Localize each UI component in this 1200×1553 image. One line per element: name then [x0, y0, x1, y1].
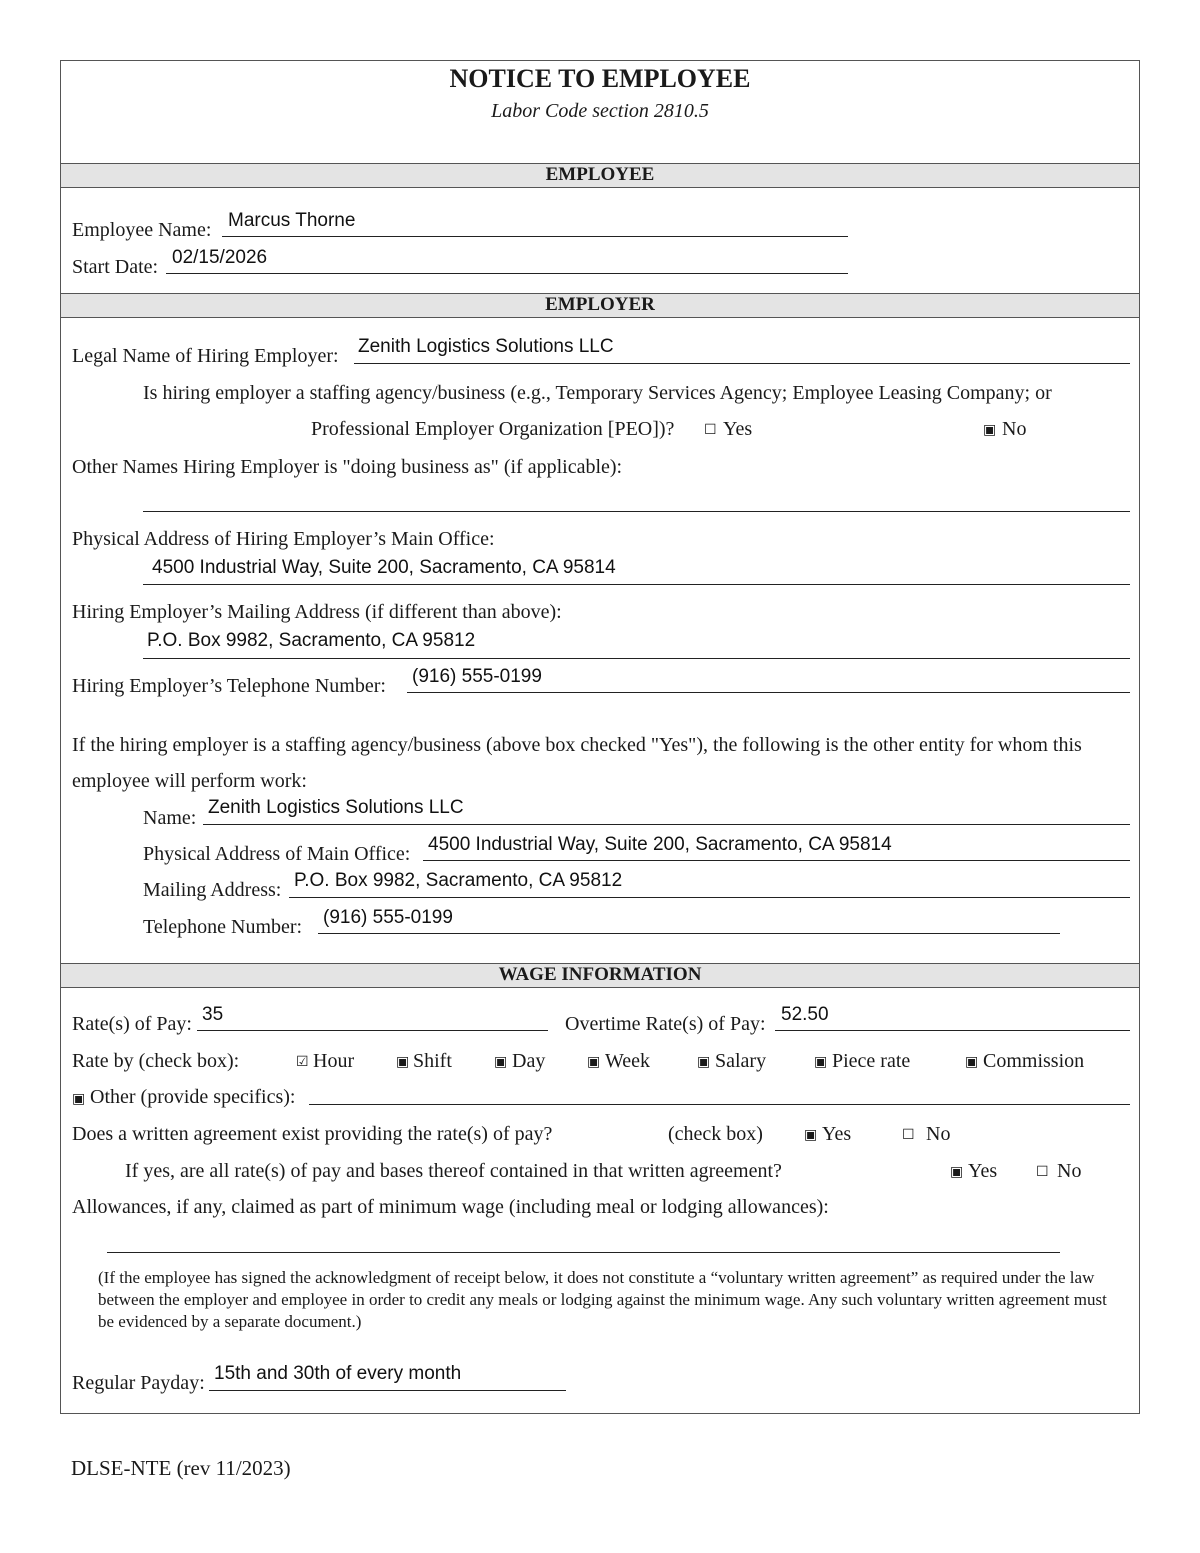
start-date-label: Start Date:: [72, 256, 159, 278]
physical-address-line: [143, 584, 1130, 585]
salary-label: Salary: [715, 1050, 767, 1072]
employee-name-field[interactable]: Marcus Thorne: [228, 210, 356, 231]
staffing-question-line1: Is hiring employer a staffing agency/business (e.g., Temporary Services Agency; Employee Leasing Company; or: [143, 382, 1052, 404]
other-entity-text-2: employee will perform work:: [72, 770, 307, 792]
start-date-field[interactable]: 02/15/2026: [172, 247, 268, 268]
other-checkbox[interactable]: ▣: [72, 1091, 86, 1107]
employee-name-line: [222, 236, 848, 237]
piece-rate-checkbox[interactable]: ▣: [814, 1054, 828, 1070]
hour-label: Hour: [313, 1050, 355, 1072]
rate-of-pay-label: Rate(s) of Pay:: [72, 1013, 192, 1035]
other-specifics-line[interactable]: [309, 1104, 1130, 1105]
day-checkbox[interactable]: ▣: [494, 1054, 508, 1070]
other-mailing-line: [289, 897, 1130, 898]
overtime-rate-label: Overtime Rate(s) of Pay:: [565, 1013, 766, 1035]
employer-phone-line: [407, 692, 1130, 693]
all-rates-yes-label: Yes: [968, 1160, 998, 1182]
legal-name-field[interactable]: Zenith Logistics Solutions LLC: [358, 336, 614, 357]
section-employee: EMPLOYEE: [61, 163, 1139, 188]
agreement-yes-label: Yes: [822, 1123, 852, 1145]
regular-payday-line: [209, 1390, 566, 1391]
staffing-yes-label: Yes: [723, 418, 753, 440]
overtime-rate-line: [775, 1030, 1130, 1031]
rate-by-label: Rate by (check box):: [72, 1050, 240, 1072]
shift-label: Shift: [413, 1050, 452, 1072]
agreement-yes-checkbox[interactable]: ▣: [804, 1127, 818, 1143]
dba-label: Other Names Hiring Employer is "doing business as" (if applicable):: [72, 456, 623, 478]
overtime-rate-field[interactable]: 52.50: [781, 1004, 829, 1025]
other-physical-field[interactable]: 4500 Industrial Way, Suite 200, Sacramento, CA 95814: [428, 834, 892, 855]
other-name-label: Name:: [143, 807, 197, 829]
mailing-address-field[interactable]: P.O. Box 9982, Sacramento, CA 95812: [147, 630, 476, 651]
form-id: DLSE-NTE (rev 11/2023): [71, 1456, 291, 1480]
form-subtitle: Labor Code section 2810.5: [491, 100, 709, 122]
employer-phone-label: Hiring Employer’s Telephone Number:: [72, 675, 386, 697]
all-rates-yes-checkbox[interactable]: ▣: [950, 1164, 964, 1180]
section-employer: EMPLOYER: [61, 293, 1139, 318]
hour-checkbox[interactable]: ☑: [296, 1054, 309, 1070]
salary-checkbox[interactable]: ▣: [697, 1054, 711, 1070]
all-rates-no-checkbox[interactable]: ☐: [1036, 1164, 1049, 1180]
staffing-no-label: No: [1002, 418, 1027, 440]
legal-name-line: [354, 363, 1130, 364]
physical-address-field[interactable]: 4500 Industrial Way, Suite 200, Sacramento, CA 95814: [152, 557, 616, 578]
other-phone-field[interactable]: (916) 555-0199: [323, 907, 453, 928]
acknowledgment-note: (If the employee has signed the acknowledgment of receipt below, it does not constitute a “voluntary written agreement” as required under the law between the employer and employee in order to credit any meals or lodging against the minimum wage. Any such voluntary written agreement must be evidenced by a separate document.): [98, 1268, 1107, 1331]
section-wage-information: WAGE INFORMATION: [61, 963, 1139, 988]
other-physical-label: Physical Address of Main Office:: [143, 843, 411, 865]
other-specifics-label: Other (provide specifics):: [90, 1086, 296, 1108]
other-phone-line: [318, 933, 1060, 934]
staffing-yes-checkbox[interactable]: ☐: [704, 422, 717, 438]
agreement-no-checkbox[interactable]: ☐: [902, 1127, 915, 1143]
physical-address-label: Physical Address of Hiring Employer’s Main Office:: [72, 528, 495, 550]
other-name-line: [203, 824, 1130, 825]
day-label: Day: [512, 1050, 546, 1072]
commission-checkbox[interactable]: ▣: [965, 1054, 979, 1070]
written-agreement-question: Does a written agreement exist providing the rate(s) of pay?: [72, 1123, 553, 1145]
mailing-address-label: Hiring Employer’s Mailing Address (if different than above):: [72, 601, 562, 623]
week-label: Week: [605, 1050, 651, 1072]
other-physical-line: [423, 860, 1130, 861]
staffing-question-line2: Professional Employer Organization [PEO])?: [311, 418, 675, 440]
shift-checkbox[interactable]: ▣: [396, 1054, 410, 1070]
other-mailing-label: Mailing Address:: [143, 879, 282, 901]
piece-rate-label: Piece rate: [832, 1050, 911, 1072]
rate-of-pay-line: [197, 1030, 548, 1031]
regular-payday-label: Regular Payday:: [72, 1372, 205, 1394]
other-phone-label: Telephone Number:: [143, 916, 303, 938]
other-name-field[interactable]: Zenith Logistics Solutions LLC: [208, 797, 464, 818]
week-checkbox[interactable]: ▣: [587, 1054, 601, 1070]
all-rates-no-label: No: [1057, 1160, 1082, 1182]
commission-label: Commission: [983, 1050, 1085, 1072]
start-date-line: [166, 273, 848, 274]
allowances-line[interactable]: [107, 1252, 1060, 1253]
legal-name-label: Legal Name of Hiring Employer:: [72, 345, 339, 367]
other-mailing-field[interactable]: P.O. Box 9982, Sacramento, CA 95812: [294, 870, 623, 891]
rate-of-pay-field[interactable]: 35: [202, 1004, 224, 1025]
all-rates-question: If yes, are all rate(s) of pay and bases thereof contained in that written agreement?: [125, 1160, 782, 1182]
staffing-no-checkbox[interactable]: ▣: [983, 422, 997, 438]
employee-name-label: Employee Name:: [72, 219, 212, 241]
allowances-label: Allowances, if any, claimed as part of minimum wage (including meal or lodging allowances):: [72, 1196, 829, 1218]
check-box-label: (check box): [668, 1123, 763, 1145]
employer-phone-field[interactable]: (916) 555-0199: [412, 666, 542, 687]
mailing-address-line: [143, 658, 1130, 659]
agreement-no-label: No: [926, 1123, 951, 1145]
other-entity-text-1: If the hiring employer is a staffing agency/business (above box checked "Yes"), the following is the other entity for whom this: [72, 734, 1082, 756]
regular-payday-field[interactable]: 15th and 30th of every month: [214, 1363, 462, 1384]
form-title: NOTICE TO EMPLOYEE: [449, 64, 751, 93]
dba-line[interactable]: [143, 511, 1130, 512]
